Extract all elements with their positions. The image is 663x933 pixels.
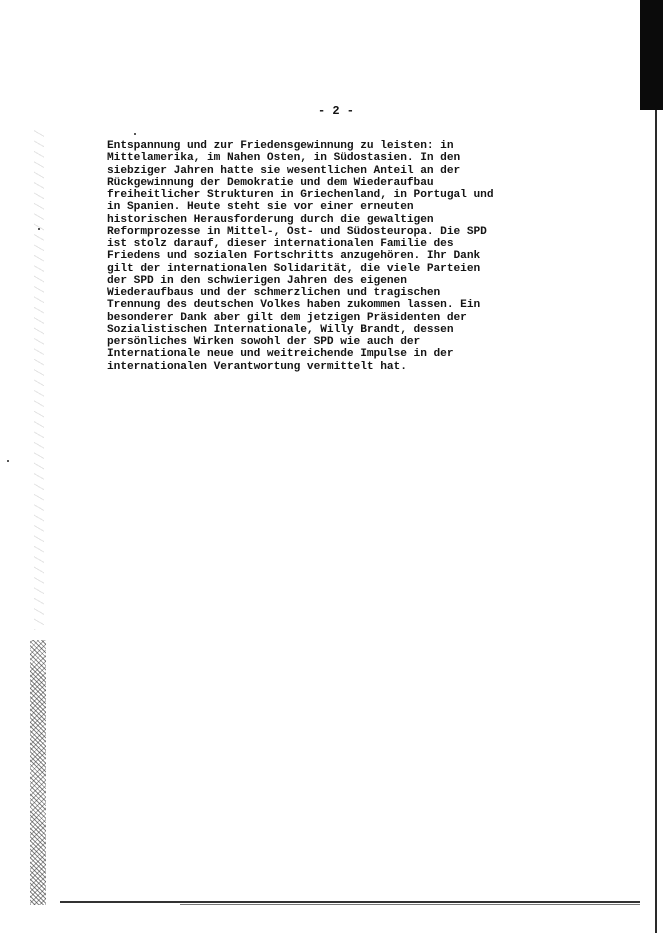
scan-noise-upper bbox=[34, 130, 44, 630]
text-line: Internationale neue und weitreichende Impulse in der bbox=[107, 348, 454, 361]
text-line: Sozialistischen Internationale, Willy Brandt, dessen bbox=[107, 323, 454, 336]
scan-bottom-edge-shadow bbox=[180, 904, 640, 905]
text-line: Entspannung und zur Friedensgewinnung zu leisten: in bbox=[107, 140, 454, 152]
text-line: persönliches Wirken sowohl der SPD wie auch der bbox=[107, 336, 421, 348]
scan-speck bbox=[134, 133, 136, 135]
text-line: der SPD in den schwierigen Jahren des eigenen bbox=[107, 274, 407, 287]
text-line: Trennung des deutschen Volkes haben zukommen lassen. Ein bbox=[107, 299, 481, 312]
scan-bottom-edge bbox=[60, 901, 640, 903]
body-paragraph bbox=[107, 140, 537, 373]
scan-speck bbox=[7, 460, 9, 462]
scan-edge-shadow bbox=[640, 0, 663, 110]
text-line: in Spanien. Heute steht sie vor einer erneuten bbox=[107, 201, 414, 214]
text-line: ist stolz darauf, dieser internationalen Familie des bbox=[107, 238, 454, 250]
text-line: siebziger Jahren hatte sie wesentlichen Anteil an der bbox=[107, 164, 461, 177]
text-line: Reformprozesse in Mittel-, Ost- und Südosteuropa. Die SPD bbox=[107, 225, 487, 238]
text-line: Friedens und sozialen Fortschritts anzugehören. Ihr Dank bbox=[107, 250, 481, 263]
text-line: internationalen Verantwortung vermittelt hat. bbox=[107, 360, 407, 373]
scan-edge-line bbox=[646, 110, 663, 933]
text-line: historischen Herausforderung durch die gewaltigen bbox=[107, 213, 434, 226]
text-line: Mittelamerika, im Nahen Osten, in Südostasien. In den bbox=[107, 152, 461, 165]
text-line: freiheitlicher Strukturen in Griechenland, in Portugal und bbox=[107, 189, 494, 201]
text-line: gilt der internationalen Solidarität, die viele Parteien bbox=[107, 262, 481, 275]
scan-noise-strip bbox=[30, 640, 46, 905]
page-number: - 2 - bbox=[318, 104, 355, 118]
text-line: besonderer Dank aber gilt dem jetzigen Präsidenten der bbox=[107, 311, 467, 324]
text-line: Wiederaufbaus und der schmerzlichen und tragischen bbox=[107, 287, 441, 299]
text-line: Rückgewinnung der Demokratie und dem Wiederaufbau bbox=[107, 176, 434, 189]
scan-speck bbox=[38, 228, 40, 230]
